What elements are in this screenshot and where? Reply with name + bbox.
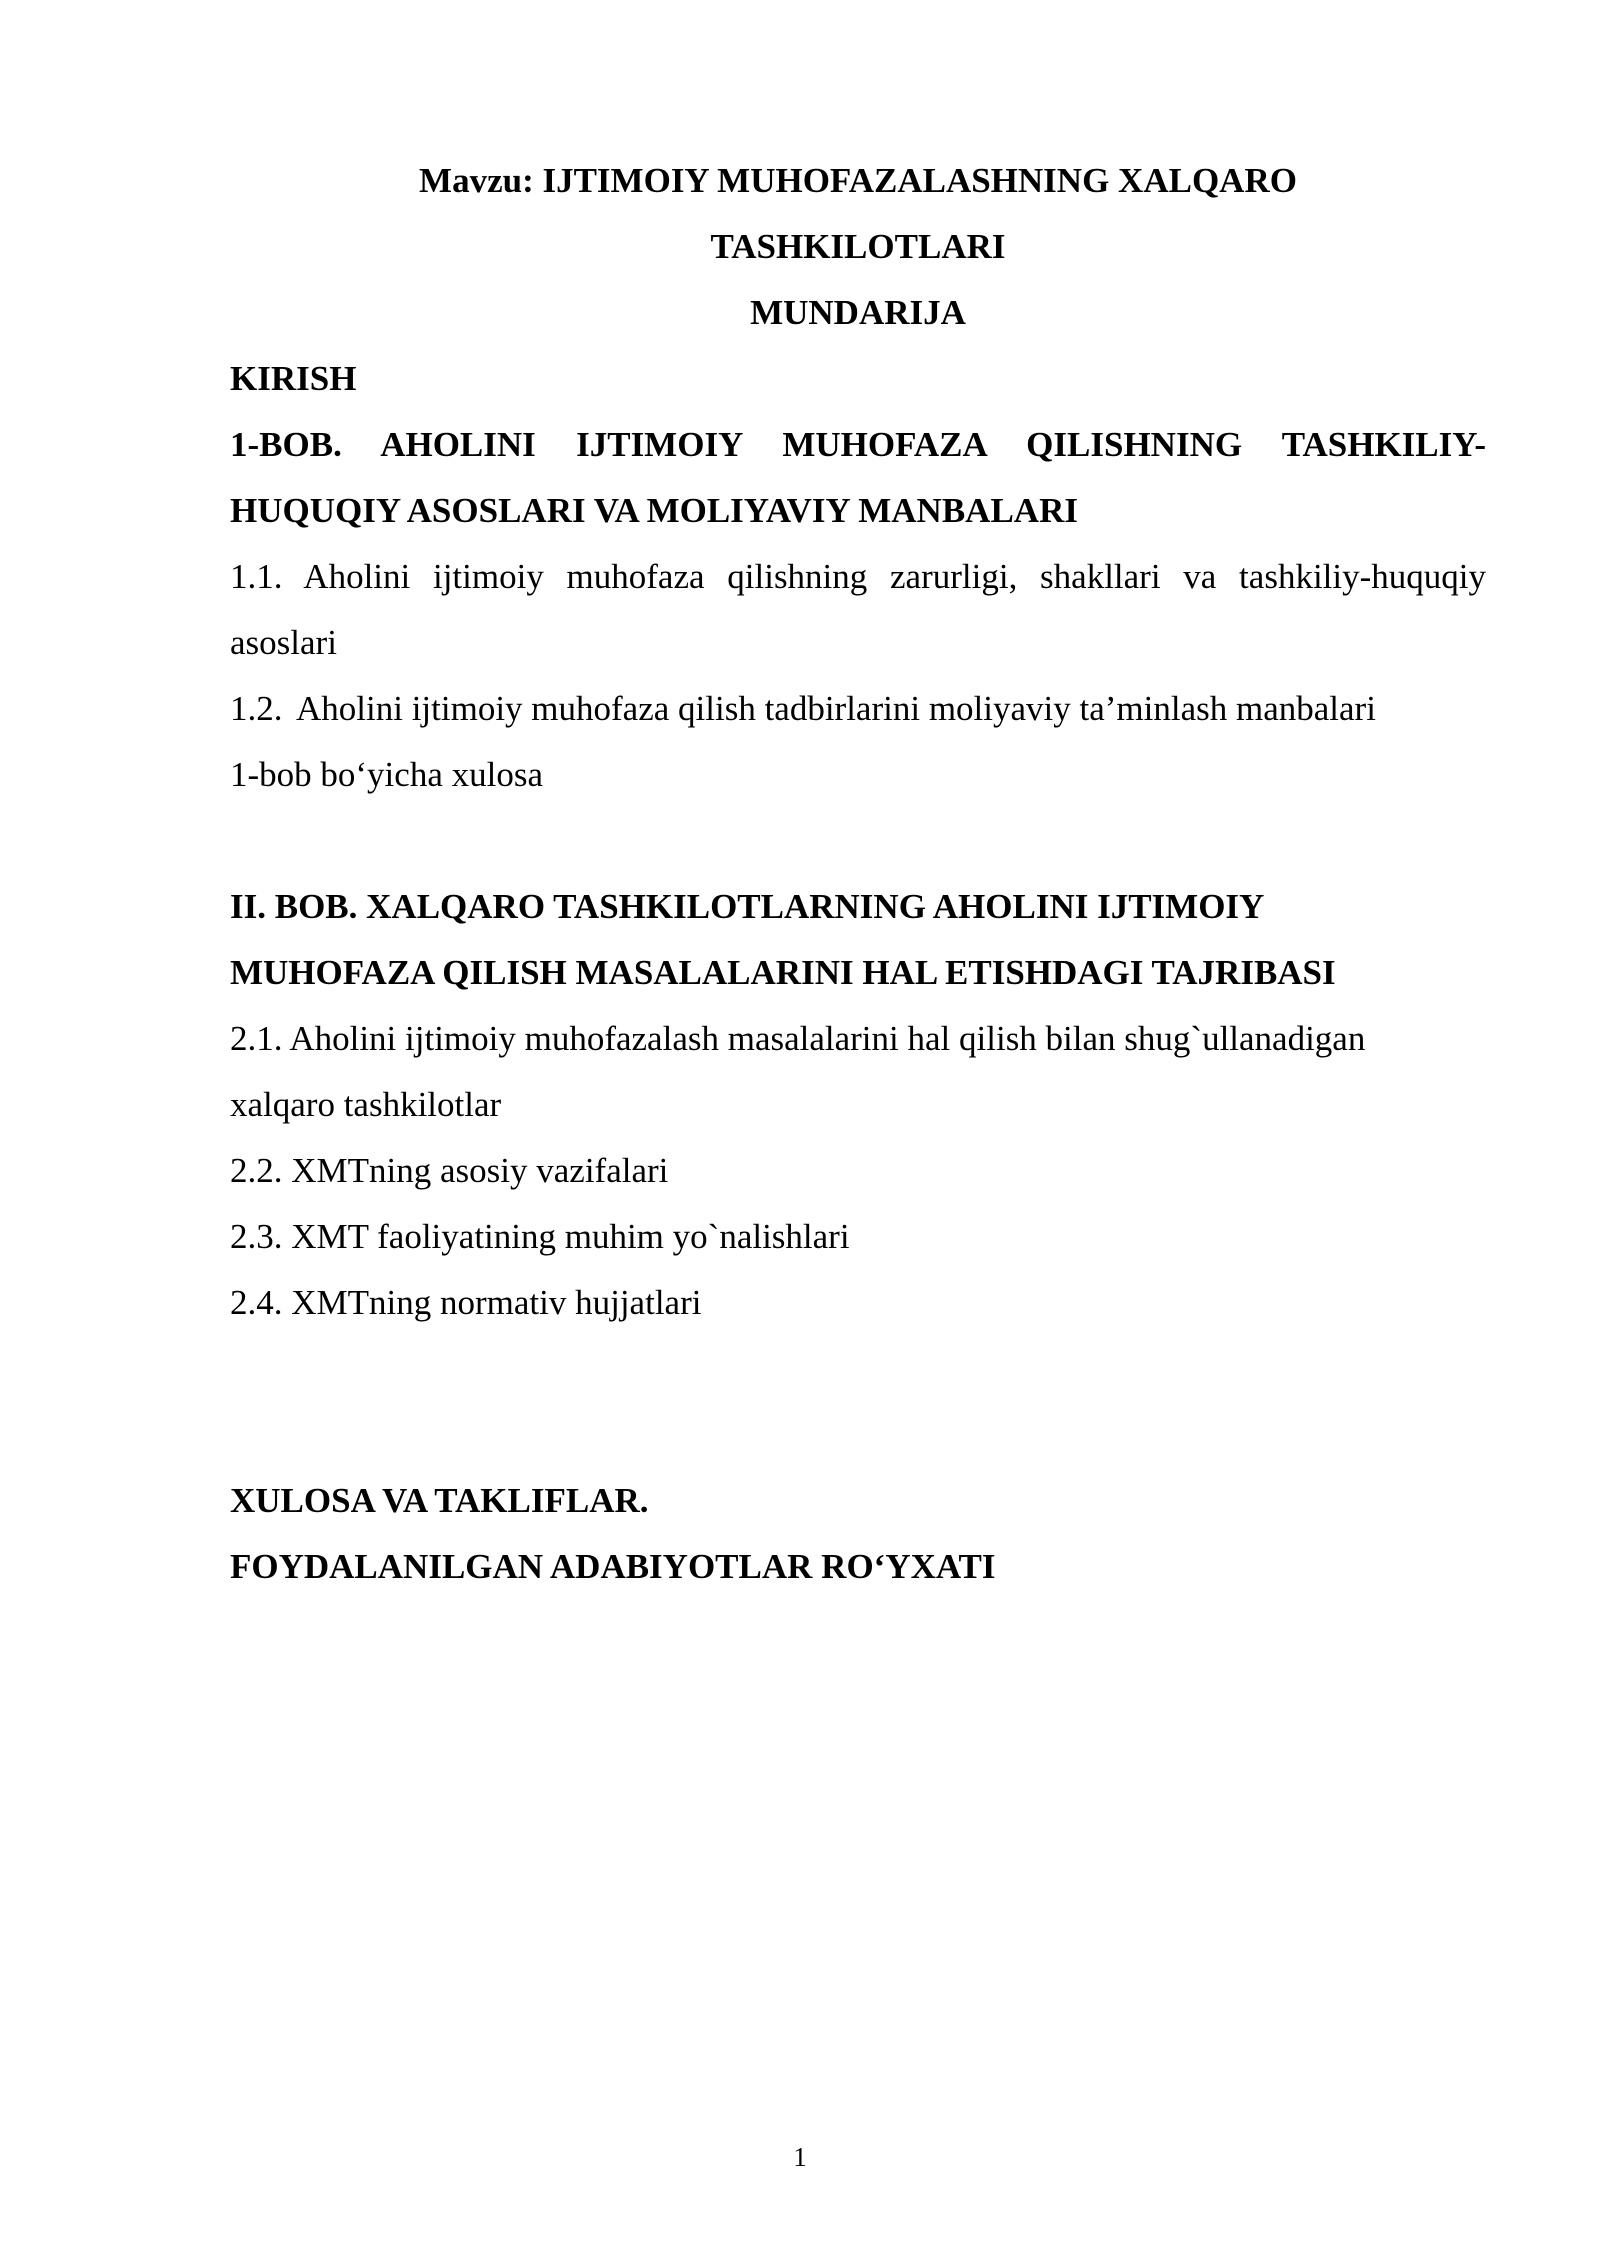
- toc-section-2-1-line-2: xalqaro tashkilotlar: [230, 1085, 502, 1124]
- chapter2-heading-line-1: II. BOB. XALQARO TASHKILOTLARNING AHOLINI IJTIMOIY: [230, 887, 1265, 926]
- toc-section-1-2: [230, 676, 1486, 742]
- spacer: [230, 808, 1486, 874]
- toc-conclusions: XULOSA VA TAKLIFLAR.: [230, 1481, 649, 1520]
- toc-heading: MUNDARIJA: [750, 293, 966, 332]
- toc-section-2-1-line-1: 2.1. Aholini ijtimoiy muhofazalash masalalarini hal qilish bilan shug`ullanadigan: [230, 1019, 1366, 1058]
- spacer: [230, 1336, 1486, 1468]
- toc-section-1-2-text: Aholini ijtimoiy muhofaza qilish tadbirlarini moliyaviy ta’minlash manbalari: [296, 689, 1376, 728]
- toc-section-1-2-number: 1.2.: [230, 689, 283, 728]
- toc-section-2-2: 2.2. XMTning asosiy vazifalari: [230, 1151, 669, 1190]
- toc-section-1-1-line-2: asoslari: [230, 623, 337, 662]
- chapter2-heading-line-2: MUHOFAZA QILISH MASALALARINI HAL ETISHDAGI TAJRIBASI: [230, 953, 1336, 992]
- toc-section-1-1-line-1: 1.1. Aholini ijtimoiy muhofaza qilishning zarurligi, shakllari va tashkiliy-huquqiy: [230, 557, 1486, 596]
- chapter1-heading-line-2: HUQUQIY ASOSLARI VA MOLIYAVIY MANBALARI: [230, 491, 1078, 530]
- toc-references: FOYDALANILGAN ADABIYOTLAR RO‘YXATI: [230, 1547, 996, 1586]
- toc-section-2-3: 2.3. XMT faoliyatining muhim yo`nalishlari: [230, 1217, 850, 1256]
- title-line-1: Mavzu: IJTIMOIY MUHOFAZALASHNING XALQARO: [419, 161, 1297, 200]
- chapter1-heading-line-1: 1-BOB. AHOLINI IJTIMOIY MUHOFAZA QILISHNING TASHKILIY-: [230, 425, 1486, 464]
- title-line-2: TASHKILOTLARI: [710, 227, 1006, 266]
- toc-chapter1-conclusion: 1-bob bo‘yicha xulosa: [230, 755, 543, 794]
- toc-intro: KIRISH: [230, 359, 357, 398]
- page-number: 1: [793, 2142, 807, 2172]
- page-content: [230, 148, 1486, 1600]
- toc-section-2-4: 2.4. XMTning normativ hujjatlari: [230, 1283, 702, 1322]
